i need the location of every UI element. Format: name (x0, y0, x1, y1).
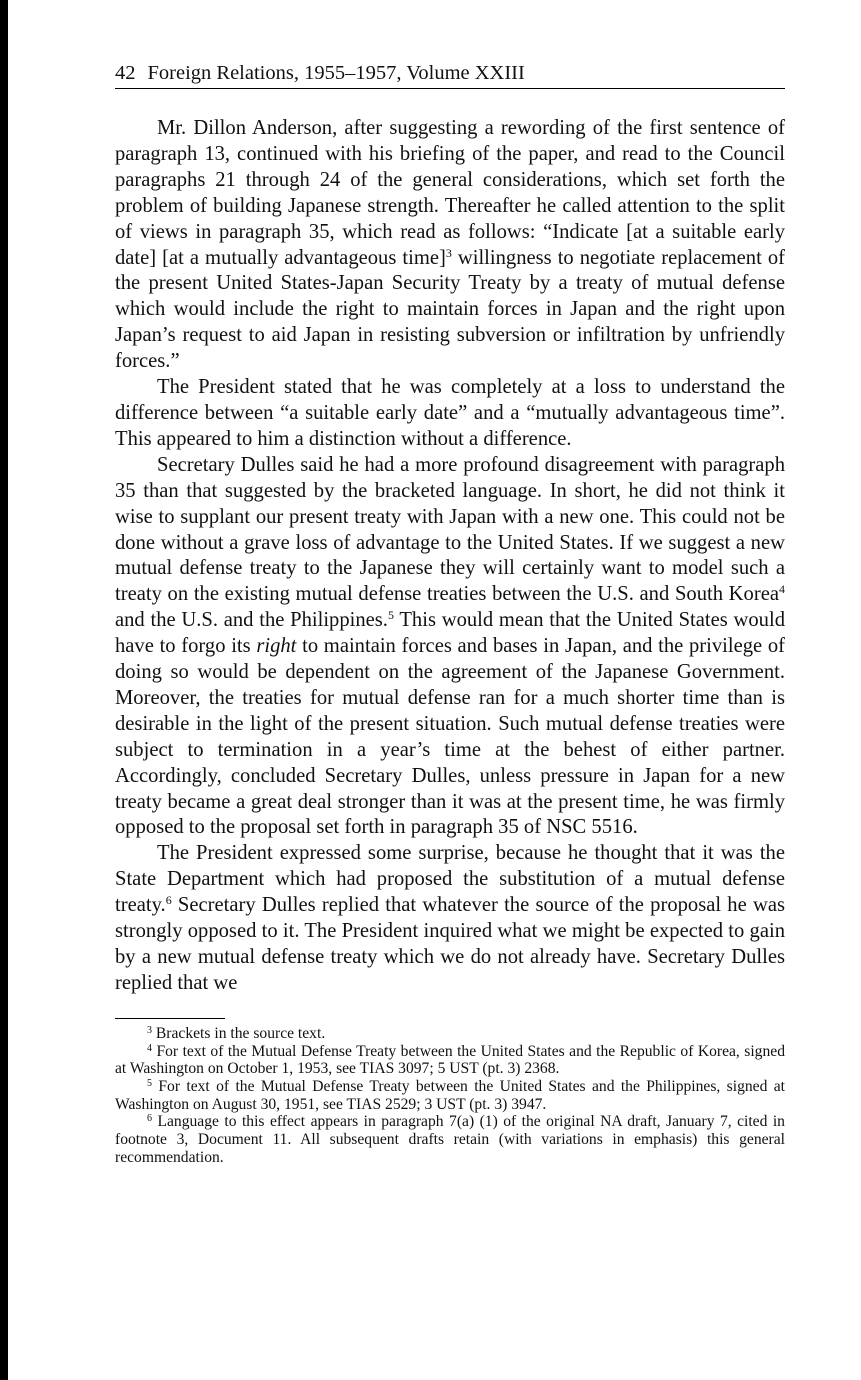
page-title: Foreign Relations, 1955–1957, Volume XXIII (147, 62, 525, 84)
footnote-5: $^5$ For text of the Mutual Defense Treaty between the United States and the Philippines, signed at Washington on August 30, 1951, see TIAS 2529; 3 UST (pt. 3) 3947. (115, 1077, 785, 1113)
footnotes (115, 1025, 785, 1167)
footnote-ref-6[interactable]: 6 (165, 893, 172, 908)
footnote-ref-4[interactable]: 4 (779, 582, 785, 597)
document-page (115, 60, 785, 1166)
footnote-6: $^6$ Language to this effect appears in paragraph 7(a) (1) of the original NA draft, January 7, cited in footnote 3, Document 11. All subsequent drafts retain (with variations in emphasis) this general recommendation. (115, 1113, 785, 1166)
paragraph-2: The President stated that he was completely at a loss to understand the difference between “a suitable early date” and a “mutually advantageous time”. This appeared to him a distinction without a difference. (115, 376, 785, 450)
page-number: 42 (115, 62, 136, 84)
paragraph-3: Secretary Dulles said he had a more profound disagreement with paragraph 35 than that suggested by the bracketed language. In short, he did not think it wise to supplant our present treaty with Japan with a new one. This could not be done without a grave loss of advantage to the United States. If we suggest a new mutual defense treaty to the Japanese they will certainly want to model such a treaty on the existing mutual defense treaties between the U.S. and South Korea$^4$ and the U.S. and the Philippines.$^5$ This would mean that the United States would have to forgo its right to maintain forces and bases in Japan, and the privilege of doing so would be dependent on the agreement of the Japanese Government. Moreover, the treaties for mutual defense ran for a much shorter time than is desirable in the light of the present situation. Such mutual defense treaties were subject to termination in a year’s time at the behest of either partner. Accordingly, concluded Secretary Dulles, unless pressure in Japan for a new treaty became a great deal stronger than it was at the present time, he was firmly opposed to the proposal set forth in paragraph 35 of NSC 5516. (115, 453, 786, 839)
footnote-ref-5[interactable]: 5 (387, 608, 394, 623)
footnote-3: $^3$ Brackets in the source text. (147, 1024, 326, 1042)
footnote-4: $^4$ For text of the Mutual Defense Treaty between the United States and the Republic of Korea, signed at Washington on October 1, 1953, see TIAS 3097; 5 UST (pt. 3) 2368. (115, 1042, 785, 1078)
scan-edge-border (0, 0, 8, 1380)
paragraph-1: Mr. Dillon Anderson, after suggesting a rewording of the first sentence of paragraph 13, continued with his briefing of the paper, and read to the Council paragraphs 21 through 24 of the general considerations, which set forth the problem of building Japanese strength. Thereafter he called attention to the split of views in paragraph 35, which read as follows: “Indicate [at a suitable early date] [at a mutually advantageous time]$^3$ willingness to negotiate replacement of the present United States-Japan Security Treaty by a treaty of mutual defense which would include the right to maintain forces in Japan and the right upon Japan’s request to aid Japan in resisting subversion or infiltration by unfriendly forces.” (115, 117, 785, 373)
footnote-divider (115, 1018, 225, 1019)
running-header (115, 60, 785, 89)
body-text (115, 116, 785, 997)
footnote-ref-3[interactable]: 3 (445, 245, 452, 260)
paragraph-4: The President expressed some surprise, because he thought that it was the State Department which had proposed the substitution of a mutual defense treaty.$^6$ Secretary Dulles replied that whatever the source of the proposal he was strongly opposed to it. The President inquired what we might be expected to gain by a new mutual defense treaty which we do not already have. Secretary Dulles replied that we (115, 842, 785, 994)
